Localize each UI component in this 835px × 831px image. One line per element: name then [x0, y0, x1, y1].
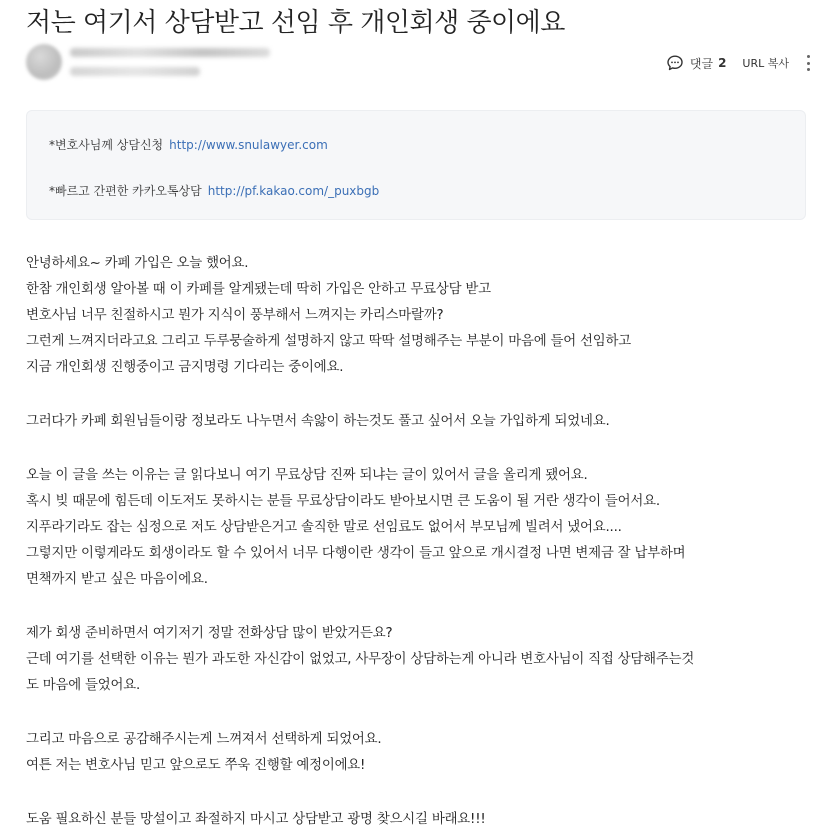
body-line: 지금 개인회생 진행중이고 금지명령 기다리는 중이에요.: [26, 360, 344, 375]
body-line: 오늘 이 글을 쓰는 이유는 글 읽다보니 여기 무료상담 진짜 되냐는 글이 있어서 글을 올리게 됐어요.: [26, 468, 588, 483]
author-name-blurred[interactable]: [70, 48, 270, 57]
info-label: *빠르고 간편한 카카오톡상담: [49, 184, 202, 198]
website-link[interactable]: http://www.snulawyer.com: [169, 138, 328, 152]
body-line: 근데 여기를 선택한 이유는 뭔가 과도한 자신감이 없었고, 사무장이 상담하는게 아니라 변호사님이 직접 상담해주는것: [26, 652, 695, 667]
info-line-website: [49, 136, 328, 153]
comment-label[interactable]: 댓글: [689, 56, 714, 71]
post-date-blurred: [70, 67, 200, 76]
author-avatar-blurred[interactable]: [26, 44, 62, 80]
body-line: 한참 개인회생 알아볼 때 이 카페를 알게됐는데 딱히 가입은 안하고 무료상담 받고: [26, 282, 491, 297]
post-title: 저는 여기서 상담받고 선임 후 개인회생 중이에요: [26, 8, 565, 38]
body-line: 그러다가 카페 회원님들이랑 정보라도 나누면서 속앓이 하는것도 풀고 싶어서 오늘 가입하게 되었네요.: [26, 414, 610, 429]
body-line: 면책까지 받고 싶은 마음이에요.: [26, 572, 208, 587]
body-line: 도움 필요하신 분들 망설이고 좌절하지 마시고 상담받고 광명 찾으시길 바래요!!!: [26, 812, 486, 827]
body-line: 변호사님 너무 친절하시고 뭔가 지식이 풍부해서 느껴지는 카리스마랄까?: [26, 308, 444, 323]
kebab-menu-icon[interactable]: [805, 55, 811, 71]
body-line: 그렇지만 이렇게라도 회생이라도 할 수 있어서 너무 다행이란 생각이 들고 앞으로 개시결정 나면 변제금 잘 납부하며: [26, 546, 686, 561]
info-label: *변호사님께 상담신청: [49, 138, 164, 152]
body-line: 지푸라기라도 잡는 심정으로 저도 상담받은거고 솔직한 말로 선임료도 없어서 부모님께 빌려서 냈어요....: [26, 520, 622, 535]
body-line: 도 마음에 들었어요.: [26, 678, 141, 693]
url-copy-button[interactable]: URL 복사: [742, 57, 789, 70]
body-line: 혹시 빚 때문에 힘든데 이도저도 못하시는 분들 무료상담이라도 받아보시면 큰 도움이 될 거란 생각이 들어서요.: [26, 494, 660, 509]
body-line: 제가 회생 준비하면서 여기저기 정말 전화상담 많이 받았거든요?: [26, 626, 393, 641]
comment-count[interactable]: 2: [718, 56, 727, 70]
consultation-info-box: [26, 110, 806, 220]
info-line-kakao: [49, 182, 379, 199]
kakao-link[interactable]: http://pf.kakao.com/_puxbgb: [207, 184, 380, 198]
body-line: 그리고 마음으로 공감해주시는게 느껴져서 선택하게 되었어요.: [26, 732, 382, 747]
body-line: 그런게 느껴지더라고요 그리고 두루뭉술하게 설명하지 않고 딱딱 설명해주는 부분이 마음에 들어 선임하고: [26, 334, 631, 349]
post-toolbar: [666, 52, 811, 74]
body-line: 여튼 저는 변호사님 믿고 앞으로도 쭈욱 진행할 예정이에요!: [26, 758, 366, 773]
body-line: 안녕하세요~ 카페 가입은 오늘 했어요.: [26, 256, 249, 271]
comment-icon[interactable]: [666, 54, 684, 72]
